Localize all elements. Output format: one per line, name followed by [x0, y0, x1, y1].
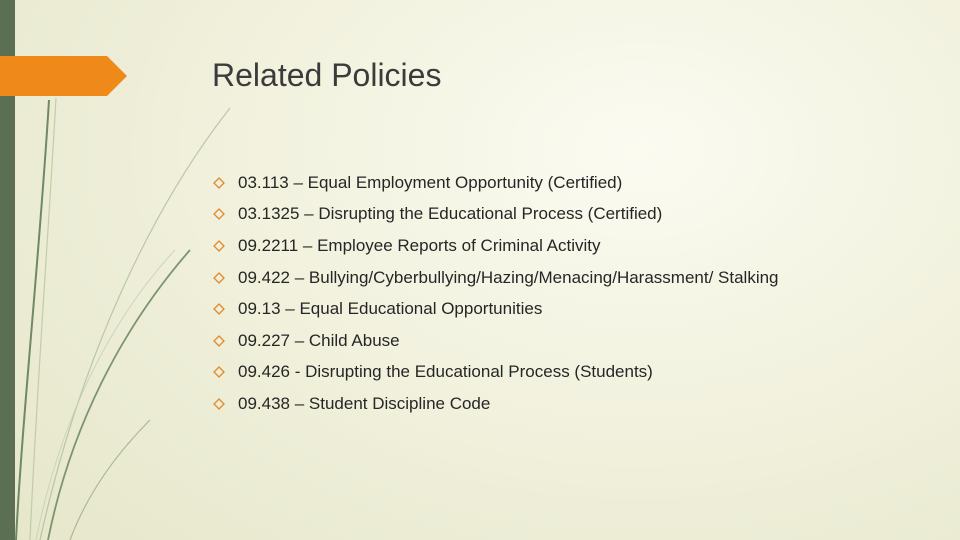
title-accent-tab — [0, 56, 127, 96]
slide-title: Related Policies — [212, 57, 442, 93]
list-item — [213, 167, 779, 199]
list-item — [213, 262, 779, 294]
list-item-text: 09.422 – Bullying/Cyberbullying/Hazing/Menacing/Harassment/ Stalking — [238, 267, 779, 287]
list-item-text: 09.426 - Disrupting the Educational Process (Students) — [238, 362, 653, 382]
list-item-text: 09.2211 – Employee Reports of Criminal Activity — [238, 235, 601, 255]
list-item-text: 09.227 – Child Abuse — [238, 330, 400, 350]
diamond-outline-icon — [213, 398, 225, 410]
list-item — [213, 230, 779, 262]
diamond-outline-icon — [213, 366, 225, 378]
list-item — [213, 293, 779, 325]
list-item — [213, 388, 779, 420]
list-item — [213, 357, 779, 389]
list-item-text: 09.13 – Equal Educational Opportunities — [238, 299, 543, 319]
diamond-outline-icon — [213, 303, 225, 315]
diamond-outline-icon — [213, 208, 225, 220]
list-item-text: 03.113 – Equal Employment Opportunity (Certified) — [238, 172, 623, 192]
diamond-outline-icon — [213, 272, 225, 284]
diamond-outline-icon — [213, 177, 225, 189]
list-item — [213, 325, 779, 357]
diamond-outline-icon — [213, 335, 225, 347]
list-item — [213, 199, 779, 231]
policy-list — [213, 167, 779, 420]
list-item-text: 03.1325 – Disrupting the Educational Process (Certified) — [238, 204, 663, 224]
diamond-outline-icon — [213, 240, 225, 252]
list-item-text: 09.438 – Student Discipline Code — [238, 393, 491, 413]
